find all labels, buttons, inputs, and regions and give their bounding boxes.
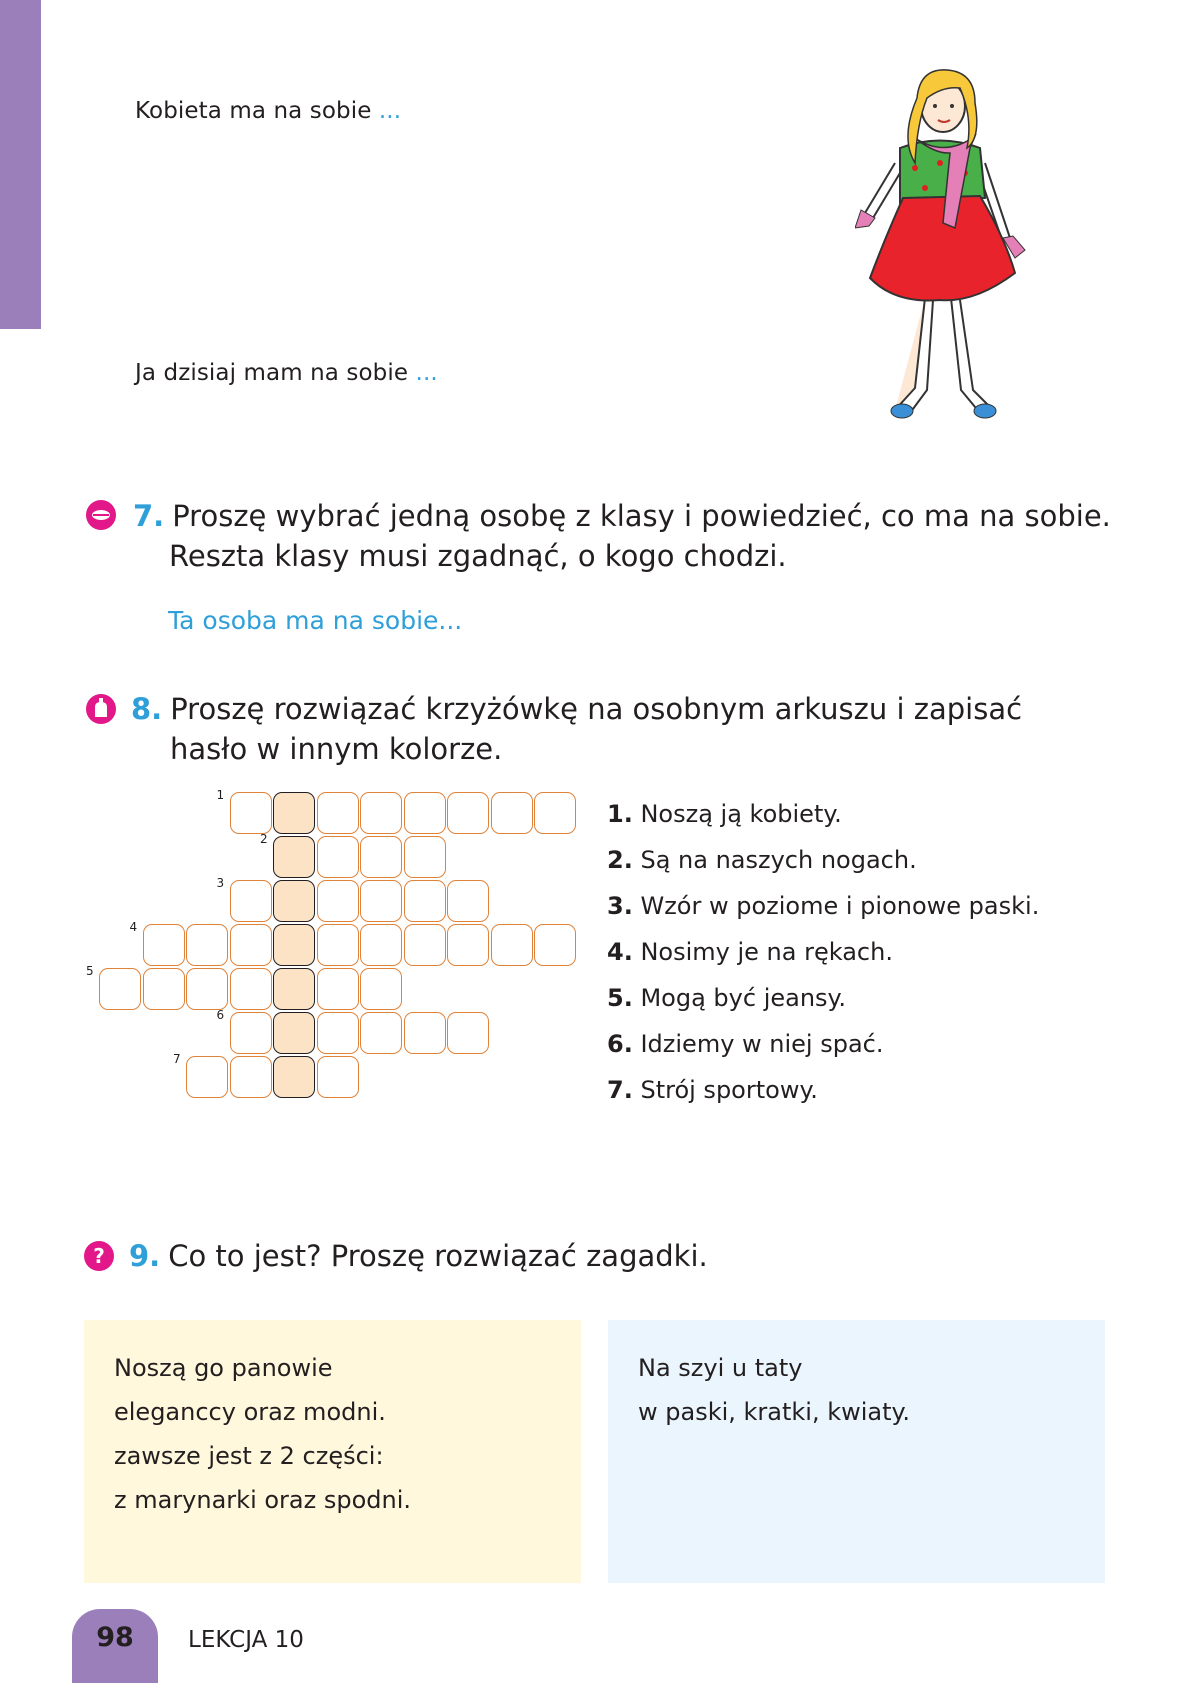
exercise-7-line1: Proszę wybrać jedną osobę z klasy i powiedzieć, co ma na sobie. xyxy=(172,499,1111,533)
crossword-cell xyxy=(360,968,402,1010)
woman-prompt-dots: ... xyxy=(378,98,402,124)
lesson-label: LEKCJA 10 xyxy=(188,1627,304,1653)
crossword-cell xyxy=(317,792,359,834)
crossword-clues xyxy=(607,791,1039,1113)
crossword-cell xyxy=(360,836,402,878)
crossword-cell xyxy=(186,1056,228,1098)
speaking-mouth-icon xyxy=(86,500,116,530)
crossword-cell xyxy=(273,1012,315,1054)
crossword-cell xyxy=(404,1012,446,1054)
crossword-cell xyxy=(186,924,228,966)
crossword-clue-number: 5 xyxy=(86,964,94,978)
riddle-1-line: zawsze jest z 2 części: xyxy=(114,1442,384,1470)
exercise-8 xyxy=(131,689,1022,769)
crossword-cell xyxy=(273,792,315,834)
exercise-7-number: 7. xyxy=(133,499,165,533)
crossword-cell xyxy=(491,792,533,834)
clue-item: 4. Nosimy je na rękach. xyxy=(607,938,893,966)
crossword-cell xyxy=(273,880,315,922)
crossword-cell xyxy=(143,924,185,966)
clue-item: 1. Noszą ją kobiety. xyxy=(607,800,842,828)
crossword-cell xyxy=(186,968,228,1010)
woman-prompt xyxy=(135,98,401,124)
crossword-cell xyxy=(230,880,272,922)
crossword-cell xyxy=(404,836,446,878)
clue-item: 7. Strój sportowy. xyxy=(607,1076,818,1104)
exercise-9-line1: Co to jest? Proszę rozwiązać zagadki. xyxy=(168,1239,708,1273)
crossword-clue-number: 6 xyxy=(216,1008,225,1022)
crossword-cell xyxy=(273,836,315,878)
crossword-clue-number: 3 xyxy=(216,876,225,890)
exercise-9-number: 9. xyxy=(129,1239,161,1273)
clue-item: 5. Mogą być jeansy. xyxy=(607,984,846,1012)
clue-item: 6. Idziemy w niej spać. xyxy=(607,1030,884,1058)
crossword-clue-number: 7 xyxy=(173,1052,181,1066)
crossword-cell xyxy=(99,968,141,1010)
exercise-7-hint: Ta osoba ma na sobie... xyxy=(168,606,463,635)
crossword-cell xyxy=(230,792,272,834)
crossword-cell xyxy=(534,792,576,834)
crossword-cell xyxy=(447,924,489,966)
crossword-cell xyxy=(447,1012,489,1054)
crossword-cell xyxy=(143,968,185,1010)
crossword-cell xyxy=(360,880,402,922)
crossword-cell xyxy=(273,1056,315,1098)
riddle-1-line: Noszą go panowie xyxy=(114,1354,333,1382)
crossword-cell xyxy=(534,924,576,966)
crossword-cell xyxy=(317,968,359,1010)
crossword-cell xyxy=(230,1012,272,1054)
riddle-2-line: w paski, kratki, kwiaty. xyxy=(638,1398,910,1426)
riddle-box-1 xyxy=(84,1320,581,1583)
clue-item: 2. Są na naszych nogach. xyxy=(607,846,917,874)
crossword-cell xyxy=(317,836,359,878)
crossword-clue-number: 2 xyxy=(260,832,268,846)
exercise-9 xyxy=(129,1236,708,1276)
crossword-clue-number: 1 xyxy=(216,788,225,802)
exercise-8-number: 8. xyxy=(131,692,163,726)
crossword-cell xyxy=(491,924,533,966)
crossword-cell xyxy=(273,968,315,1010)
crossword-cell xyxy=(273,924,315,966)
question-mark-icon xyxy=(84,1241,114,1271)
crossword-cell xyxy=(230,968,272,1010)
riddle-2-line: Na szyi u taty xyxy=(638,1354,803,1382)
crossword-clue-number: 4 xyxy=(129,920,138,934)
crossword-cell xyxy=(404,792,446,834)
svg-text:?: ? xyxy=(93,1244,105,1268)
riddle-1-line: z marynarki oraz spodni. xyxy=(114,1486,412,1514)
hand-writing-icon xyxy=(86,694,116,724)
crossword-cell xyxy=(447,880,489,922)
me-prompt xyxy=(135,360,438,386)
crossword-cell xyxy=(404,924,446,966)
side-tab xyxy=(0,0,41,329)
crossword-cell xyxy=(317,1012,359,1054)
crossword-cell xyxy=(317,880,359,922)
riddle-box-2 xyxy=(608,1320,1105,1583)
crossword-cell xyxy=(404,880,446,922)
me-prompt-text: Ja dzisiaj mam na sobie xyxy=(135,360,416,386)
crossword-cell xyxy=(360,1012,402,1054)
exercise-8-line2: hasło w innym kolorze. xyxy=(170,732,503,766)
crossword-cell xyxy=(360,792,402,834)
page-number: 98 xyxy=(96,1622,134,1653)
woman-prompt-text: Kobieta ma na sobie xyxy=(135,98,379,124)
crossword-cell xyxy=(360,924,402,966)
clue-item: 3. Wzór w poziome i pionowe paski. xyxy=(607,892,1040,920)
crossword-cell xyxy=(317,924,359,966)
me-prompt-dots: ... xyxy=(415,360,438,386)
exercise-7 xyxy=(133,496,1111,576)
crossword-cell xyxy=(317,1056,359,1098)
exercise-7-line2: Reszta klasy musi zgadnąć, o kogo chodzi. xyxy=(169,539,787,573)
crossword-cell xyxy=(230,1056,272,1098)
exercise-8-line1: Proszę rozwiązać krzyżówkę na osobnym arkuszu i zapisać xyxy=(170,692,1023,726)
crossword-cell xyxy=(447,792,489,834)
crossword-cell xyxy=(230,924,272,966)
riddle-1-line: eleganccy oraz modni. xyxy=(114,1398,386,1426)
woman-illustration xyxy=(855,68,1055,423)
